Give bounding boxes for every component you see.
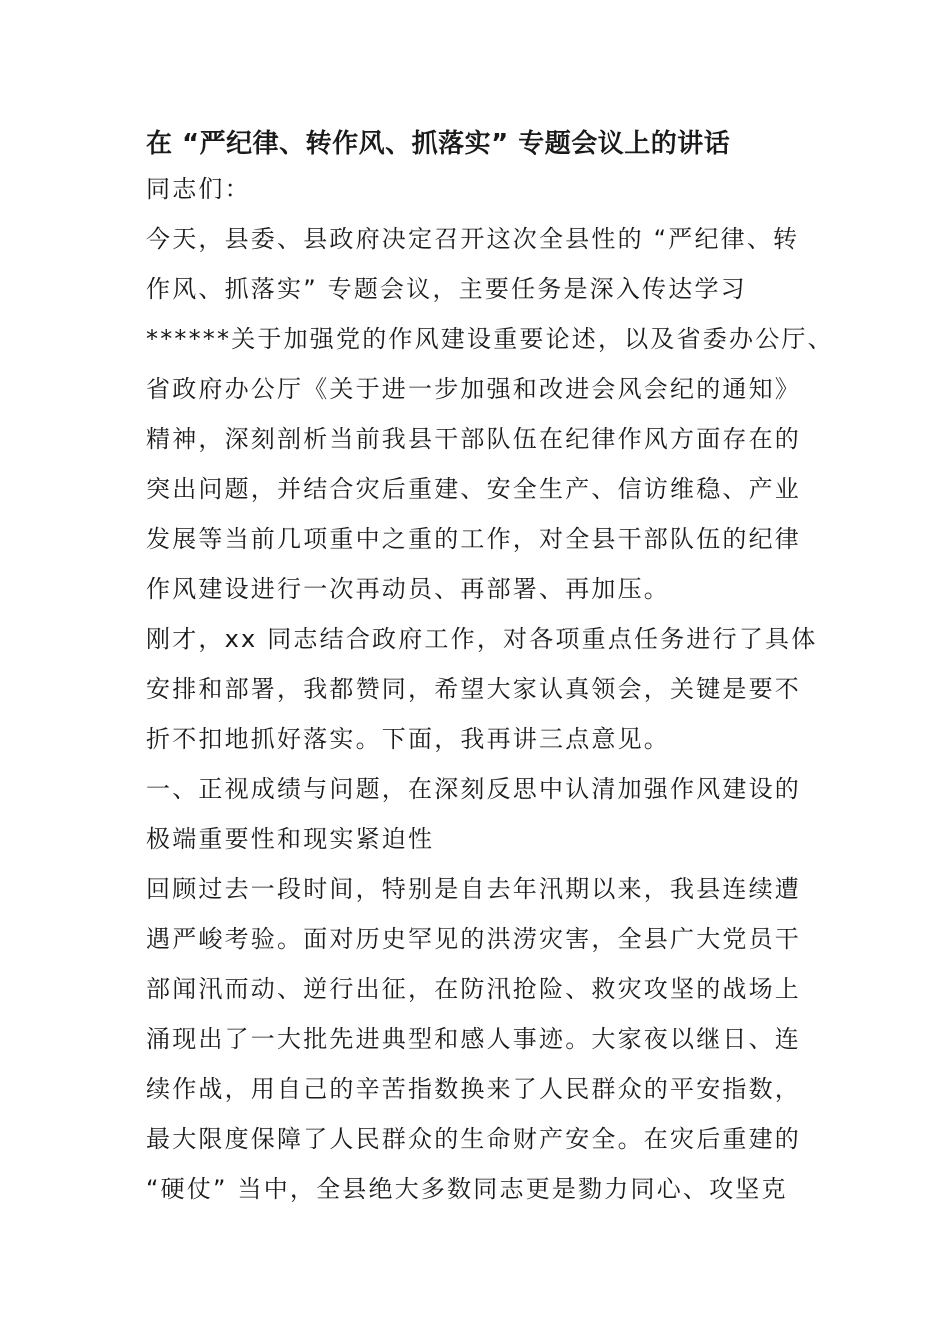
section-heading-line: 极端重要性和现实紧迫性	[146, 825, 435, 853]
body-line: 最大限度保障了人民群众的生命财产安全。在灾后重建的	[146, 1125, 801, 1153]
body-line: 续作战，用自己的辛苦指数换来了人民群众的平安指数，	[146, 1075, 801, 1103]
body-line: 省政府办公厅《关于进一步加强和改进会风会纪的通知》	[146, 375, 801, 403]
body-line: 涌现出了一大批先进典型和感人事迹。大家夜以继日、连	[146, 1025, 801, 1053]
body-line: “硬仗” 当中，全县绝大多数同志更是勠力同心、攻坚克	[146, 1175, 788, 1203]
body-line: 突出问题，并结合灾后重建、安全生产、信访维稳、产业	[146, 475, 801, 503]
body-line: 作风建设进行一次再动员、再部署、再加压。	[146, 575, 670, 603]
body-line: 作风、抓落实” 专题会议，主要任务是深入传达学习	[146, 275, 747, 303]
body-line: ******关于加强党的作风建设重要论述，以及省委办公厅、	[146, 325, 834, 353]
body-line: 精神，深刻剖析当前我县干部队伍在纪律作风方面存在的	[146, 425, 801, 453]
document-title: 在 “严纪律、转作风、抓落实” 专题会议上的讲话	[146, 129, 731, 159]
salutation-line: 同志们：	[146, 175, 251, 203]
body-line: 部闻汛而动、逆行出征，在防汛抢险、救灾攻坚的战场上	[146, 975, 801, 1003]
section-heading-line: 一、正视成绩与问题，在深刻反思中认清加强作风建设的	[146, 775, 801, 803]
document-body	[146, 164, 834, 1214]
body-line: 发展等当前几项重中之重的工作，对全县干部队伍的纪律	[146, 525, 801, 553]
body-line: 折不扣地抓好落实。下面，我再讲三点意见。	[146, 725, 670, 753]
body-line: 遇严峻考验。面对历史罕见的洪涝灾害，全县广大党员干	[146, 925, 801, 953]
body-line: 回顾过去一段时间，特别是自去年汛期以来，我县连续遭	[146, 875, 801, 903]
body-line: 今天，县委、县政府决定召开这次全县性的 “严纪律、转	[146, 225, 800, 253]
body-line: 刚才，xx 同志结合政府工作，对各项重点任务进行了具体	[146, 625, 818, 653]
body-line: 安排和部署，我都赞同，希望大家认真领会，关键是要不	[146, 675, 801, 703]
